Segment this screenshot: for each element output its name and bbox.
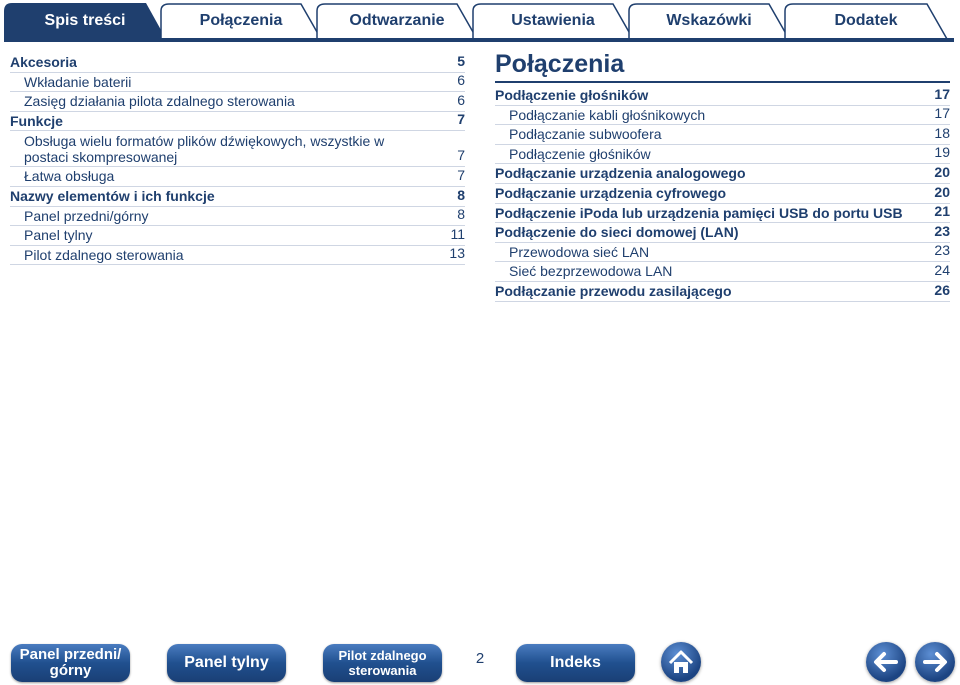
tab-spis-tresci[interactable]	[4, 3, 166, 39]
home-icon	[661, 642, 701, 682]
remote-control-button[interactable]	[323, 644, 442, 682]
arrow-right-icon	[915, 642, 955, 682]
toc-right	[495, 86, 950, 302]
toc-entry[interactable]: Nazwy elementów i ich funkcje 8	[10, 187, 465, 207]
toc-entry[interactable]: Sieć bezprzewodowa LAN 24	[495, 262, 950, 282]
tab-label: Odtwarzanie	[349, 12, 445, 29]
toc-left	[10, 53, 465, 265]
button-label: Panel tylny	[184, 654, 269, 671]
tab-odtwarzanie[interactable]	[316, 3, 478, 39]
toc-entry[interactable]: Panel przedni/górny 8	[10, 207, 465, 227]
home-button[interactable]	[661, 642, 701, 682]
toc-entry[interactable]: Wkładanie baterii 6	[10, 73, 465, 93]
toc-entry[interactable]: Podłączenie głośników 19	[495, 145, 950, 165]
toc-entry[interactable]: Łatwa obsługa 7	[10, 167, 465, 187]
button-label: Pilot zdalnego	[338, 648, 427, 663]
tab-underline	[4, 38, 954, 42]
toc-entry[interactable]: Podłączanie urządzenia cyfrowego 20	[495, 184, 950, 204]
toc-entry[interactable]: Podłączenie iPoda lub urządzenia pamięci USB do portu USB 21	[495, 204, 950, 224]
tab-label: Dodatek	[834, 12, 898, 29]
button-label: sterowania	[348, 663, 417, 678]
forward-button[interactable]	[915, 642, 955, 682]
page-number: 2	[475, 650, 485, 667]
tab-label: Połączenia	[199, 12, 283, 29]
toc-entry[interactable]: Podłączenie do sieci domowej (LAN) 23	[495, 223, 950, 243]
toc-entry[interactable]: Podłączenie głośników 17	[495, 86, 950, 106]
rear-panel-button[interactable]	[167, 644, 286, 682]
tab-wskazowki[interactable]	[628, 3, 790, 39]
toc-entry[interactable]: Akcesoria 5	[10, 53, 465, 73]
toc-entry[interactable]: Podłączanie subwoofera 18	[495, 125, 950, 145]
toc-entry[interactable]: Zasięg działania pilota zdalnego sterowania 6	[10, 92, 465, 112]
toc-entry[interactable]: Obsługa wielu formatów plików dźwiękowych, wszystkie w postaci skompresowanej 7	[10, 131, 465, 167]
back-button[interactable]	[866, 642, 906, 682]
front-panel-button[interactable]	[11, 644, 130, 682]
section-title: Połączenia	[495, 48, 950, 83]
toc-entry[interactable]: Pilot zdalnego sterowania 13	[10, 246, 465, 266]
toc-entry[interactable]: Podłączanie kabli głośnikowych 17	[495, 106, 950, 126]
tab-polaczenia[interactable]	[160, 3, 322, 39]
toc-entry[interactable]: Przewodowa sieć LAN 23	[495, 243, 950, 263]
index-button[interactable]	[516, 644, 635, 682]
toc-entry[interactable]: Panel tylny 11	[10, 226, 465, 246]
tab-bar	[0, 0, 960, 44]
tab-dodatek[interactable]	[784, 3, 948, 39]
tab-ustawienia[interactable]	[472, 3, 634, 39]
toc-entry[interactable]: Podłączanie urządzenia analogowego 20	[495, 164, 950, 184]
tab-label: Ustawienia	[511, 12, 595, 29]
tab-label: Spis treści	[44, 12, 126, 29]
button-label: górny	[49, 662, 92, 679]
button-label: Indeks	[550, 654, 601, 671]
toc-entry[interactable]: Podłączanie przewodu zasilającego 26	[495, 282, 950, 302]
tab-label: Wskazówki	[666, 12, 752, 29]
toc-entry[interactable]: Funkcje 7	[10, 112, 465, 132]
arrow-left-icon	[866, 642, 906, 682]
button-label: Panel przedni/	[19, 646, 122, 663]
